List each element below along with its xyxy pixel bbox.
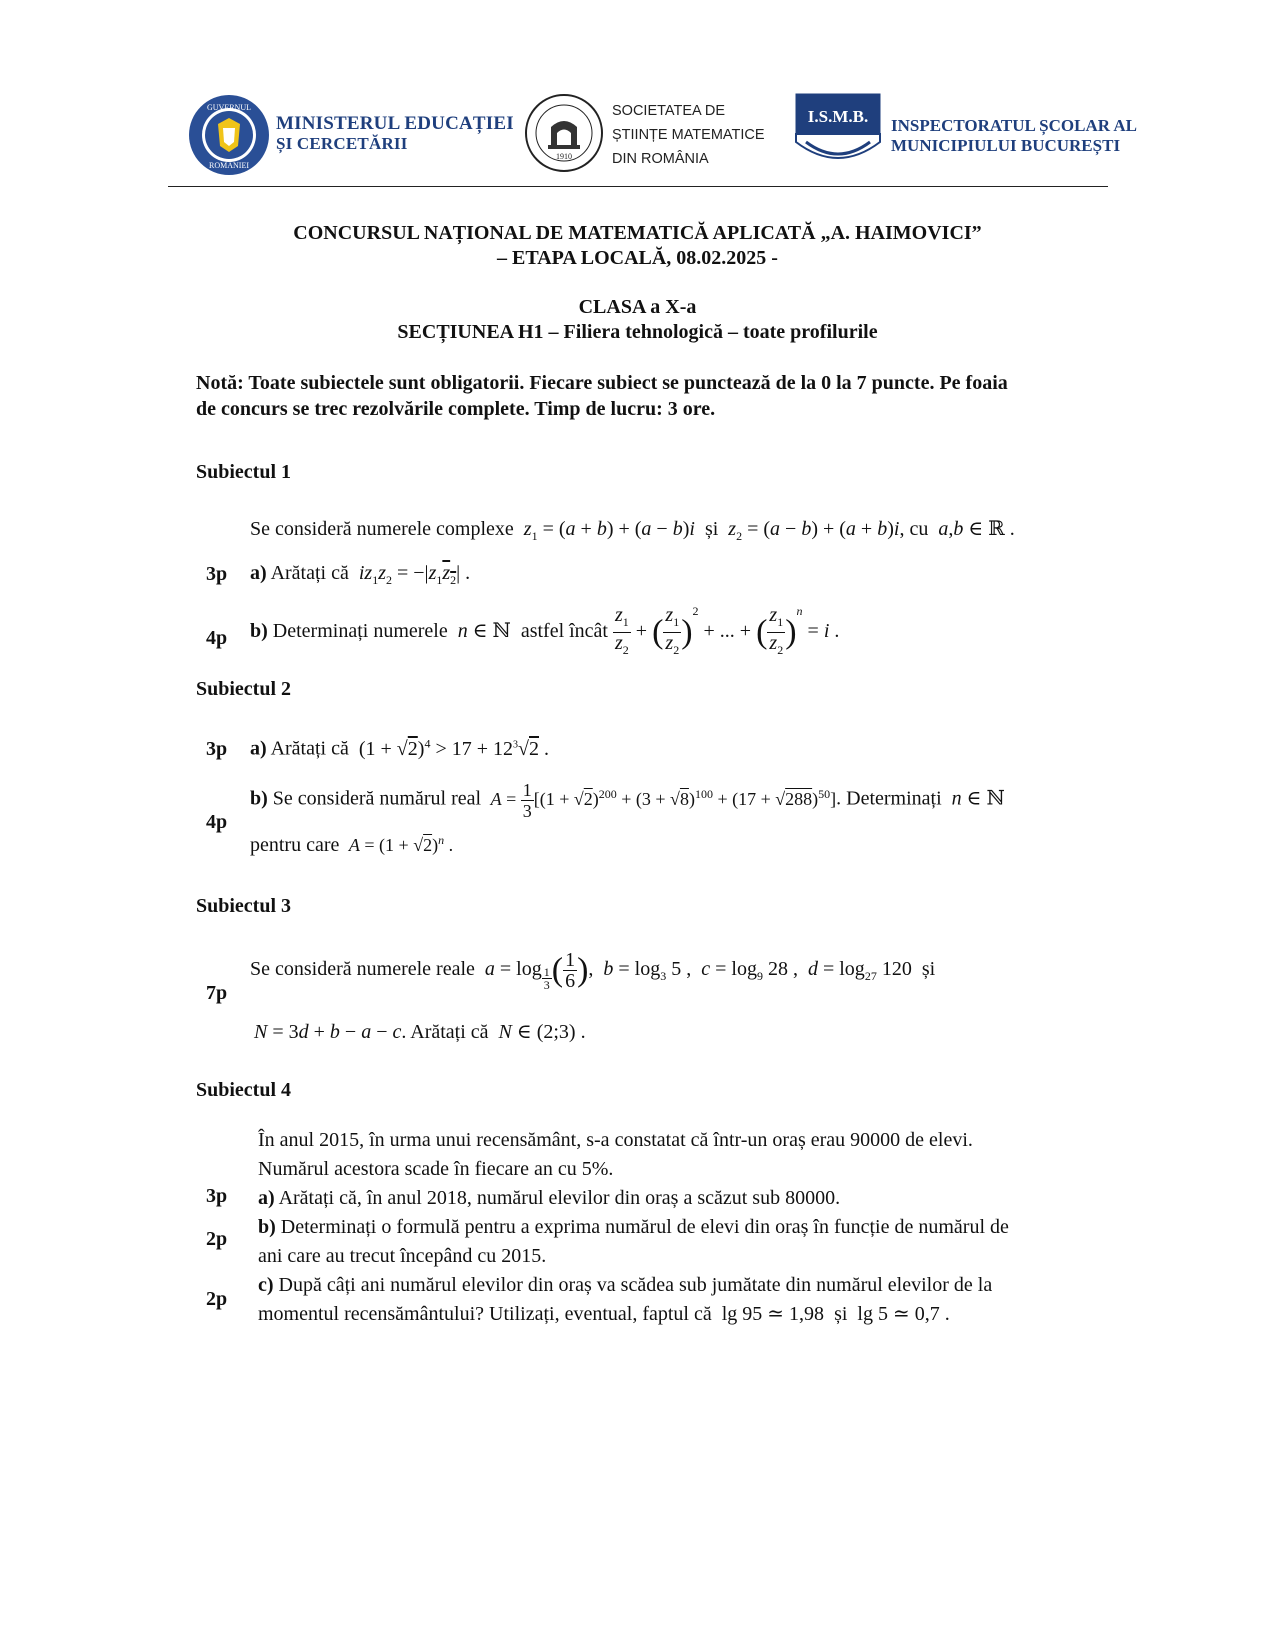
subject-3-title: Subiectul 3 bbox=[196, 895, 292, 917]
s2-b-text: Se consideră numărul real bbox=[272, 787, 482, 810]
s4-c-label: c) bbox=[258, 1274, 274, 1296]
s1-cu: , cu bbox=[899, 518, 929, 540]
svg-text:GUVERNUL: GUVERNUL bbox=[207, 103, 251, 112]
s1-a-text: Arătați că bbox=[270, 562, 349, 584]
s4-body bbox=[258, 1126, 1088, 1329]
ismb-line-1: INSPECTORATUL ȘCOLAR AL bbox=[891, 116, 1137, 135]
s4-c-and: și bbox=[834, 1303, 848, 1325]
contest-title: CONCURSUL NAȚIONAL DE MATEMATICĂ APLICATĂ „A. HAIMOVICI” bbox=[293, 222, 982, 244]
ministry-line-2: ȘI CERCETĂRII bbox=[276, 134, 408, 153]
s1-b-points: 4p bbox=[206, 627, 228, 649]
s3-and: și bbox=[921, 958, 936, 981]
s4-b-statement bbox=[258, 1213, 1088, 1242]
s1-b-statement bbox=[250, 604, 839, 664]
contest-stage: – ETAPA LOCALĂ, 08.02.2025 - bbox=[497, 247, 778, 269]
s1-b-text: Determinați numerele bbox=[272, 620, 448, 642]
s4-a-label: a) bbox=[258, 1187, 275, 1209]
ismb-name bbox=[891, 116, 1137, 156]
s3-statement bbox=[250, 950, 935, 996]
ssm-line-1: SOCIETATEA DE bbox=[612, 103, 726, 119]
s4-c-statement bbox=[258, 1271, 1088, 1300]
s2-b-text3: pentru care bbox=[250, 834, 340, 856]
s2-a-text: Arătați că bbox=[270, 737, 349, 760]
ssm-year: 1910 bbox=[556, 152, 572, 161]
class-title: CLASA a X-a bbox=[578, 296, 697, 318]
s4-b-text-1: Determinați o formulă pentru a exprima numărul de elevi din oraș în funcție de numărul de bbox=[280, 1216, 1009, 1238]
formula-s3-interval: N ∈ (2;3) . bbox=[498, 1021, 586, 1043]
formula-z2: $z_2 = (a - b) + (a + b)i$ bbox=[728, 518, 900, 543]
formula-s3-N: N = 3d + b − a − c bbox=[254, 1021, 402, 1043]
formula-s1-b: $\frac{z_1}{z_2}$ + ( $\frac{z_1}{z_2}$ )$^2$ + ... + ( $\frac{z_1}{z_2}$ )$^n$ = i . bbox=[615, 603, 840, 657]
ssm-line-3: DIN ROMÂNIA bbox=[612, 151, 709, 167]
header bbox=[0, 0, 1275, 190]
s4-b-text-2: ani care au trecut începând cu 2015. bbox=[258, 1245, 547, 1267]
header-divider bbox=[168, 186, 1108, 187]
s4-intro-line-2: Numărul acestora scade în fiecare an cu 5%. bbox=[258, 1158, 614, 1180]
ssm-line-2: ȘTIINȚE MATEMATICE bbox=[612, 127, 765, 143]
s4-a-text: Arătați că, în anul 2018, numărul elevilor din oraș a scăzut sub 80000. bbox=[278, 1187, 841, 1209]
ismb-badge-text: I.S.M.B. bbox=[807, 107, 869, 126]
formula-ab-real: a,b ∈ ℝ . bbox=[938, 518, 1015, 540]
s4-intro-line-1: În anul 2015, în urma unui recensământ, s-a constatat că într-un oraș erau 90000 de elevi. bbox=[258, 1129, 973, 1151]
s4-a-statement bbox=[258, 1184, 1088, 1213]
s1-a-label: a) bbox=[250, 562, 267, 584]
subject-1-intro bbox=[250, 516, 1015, 544]
ministry-line-1: MINISTERUL EDUCAȚIEI bbox=[276, 113, 514, 134]
ssm-name bbox=[612, 99, 765, 171]
ssm-seal-icon bbox=[524, 93, 604, 173]
government-seal-icon bbox=[188, 94, 270, 176]
s4-c-points: 2p bbox=[206, 1288, 228, 1310]
note-line-2: de concurs se trec rezolvările complete. Timp de lucru: 3 ore. bbox=[196, 398, 716, 420]
s2-b-statement bbox=[250, 780, 1005, 821]
s3-statement-line2 bbox=[254, 1019, 586, 1044]
formula-s3-b: $b = \log_3 5$ , bbox=[603, 958, 692, 984]
s2-b-points: 4p bbox=[206, 811, 228, 833]
formula-s3-c: $c = \log_9 28$ , bbox=[701, 958, 798, 984]
section-title: SECȚIUNEA H1 – Filiera tehnologică – toate profilurile bbox=[397, 321, 878, 343]
subject-2-title: Subiectul 2 bbox=[196, 678, 292, 700]
s2-a-statement bbox=[250, 736, 549, 761]
s1-a-statement bbox=[250, 562, 470, 588]
subject-4-title: Subiectul 4 bbox=[196, 1079, 292, 1101]
formula-s2-b-An: $A = (1 + √2)^n$ . bbox=[348, 833, 454, 855]
ismb-shield-icon bbox=[794, 92, 882, 174]
s3-text: Se consideră numerele reale bbox=[250, 958, 475, 981]
note-line-1: Notă: Toate subiectele sunt obligatorii. Fiecare subiect se punctează de la 0 la 7 puncte. Pe foaia bbox=[196, 372, 1008, 394]
s4-c-text-2: momentul recensământului? Utilizați, eventual, faptul că bbox=[258, 1303, 712, 1325]
subject-1-title: Subiectul 1 bbox=[196, 461, 292, 483]
s3-text2: . Arătați că bbox=[401, 1021, 489, 1043]
s4-c-statement-line2 bbox=[258, 1300, 1088, 1329]
ismb-line-2: MUNICIPIULUI BUCUREȘTI bbox=[891, 136, 1121, 155]
s3-points: 7p bbox=[206, 982, 228, 1004]
s1-intro-text: Se consideră numerele complexe bbox=[250, 518, 514, 540]
s4-b-label: b) bbox=[258, 1216, 276, 1238]
formula-n-natural: n ∈ ℕ bbox=[457, 620, 516, 642]
formula-s1-a: $iz_1z_2 = -|z_1z_2|$ . bbox=[358, 562, 471, 587]
s2-b-label: b) bbox=[250, 787, 268, 810]
formula-s2-a: $(1 + √2)^4 > 17 + 12^3√2$ . bbox=[353, 736, 549, 760]
s4-b-points: 2p bbox=[206, 1228, 228, 1250]
s1-a-points: 3p bbox=[206, 563, 228, 585]
s4-a-points: 3p bbox=[206, 1185, 228, 1207]
formula-lg5: lg 5 ≃ 0,7 . bbox=[852, 1303, 950, 1325]
formula-s2-b-n: n ∈ ℕ bbox=[951, 787, 1005, 810]
instructions-note bbox=[196, 370, 1096, 422]
formula-s2-b-A: A = $\frac{1}{3}$ $[(1 + √2)^{200} + (3 + √8)^{100} + (17 + √288)^{50}]$ bbox=[490, 780, 837, 821]
s1-b-text2: astfel încât bbox=[520, 620, 608, 642]
s4-c-text-1: După câți ani numărul elevilor din oraș va scădea sub jumătate din numărul elevilor de la bbox=[278, 1274, 993, 1296]
formula-z1: $z_1 = (a + b) + (a - b)i$ bbox=[523, 518, 695, 543]
s1-b-label: b) bbox=[250, 620, 268, 642]
formula-lg95: lg 95 ≃ 1,98 bbox=[716, 1303, 830, 1325]
s2-b-statement-line2 bbox=[250, 833, 453, 857]
svg-text:ROMÂNIEI: ROMÂNIEI bbox=[209, 161, 249, 170]
formula-s3-a: a = log $\frac{1}{3}$ ( $\frac{1}{6}$ ), bbox=[484, 949, 594, 993]
s2-b-text2: . Determinați bbox=[836, 787, 942, 810]
ministry-name bbox=[276, 114, 514, 154]
s2-a-label: a) bbox=[250, 737, 267, 760]
s2-a-points: 3p bbox=[206, 738, 228, 760]
formula-s3-d: $d = \log_{27} 120$ bbox=[807, 958, 917, 984]
s1-and: și bbox=[704, 518, 719, 540]
